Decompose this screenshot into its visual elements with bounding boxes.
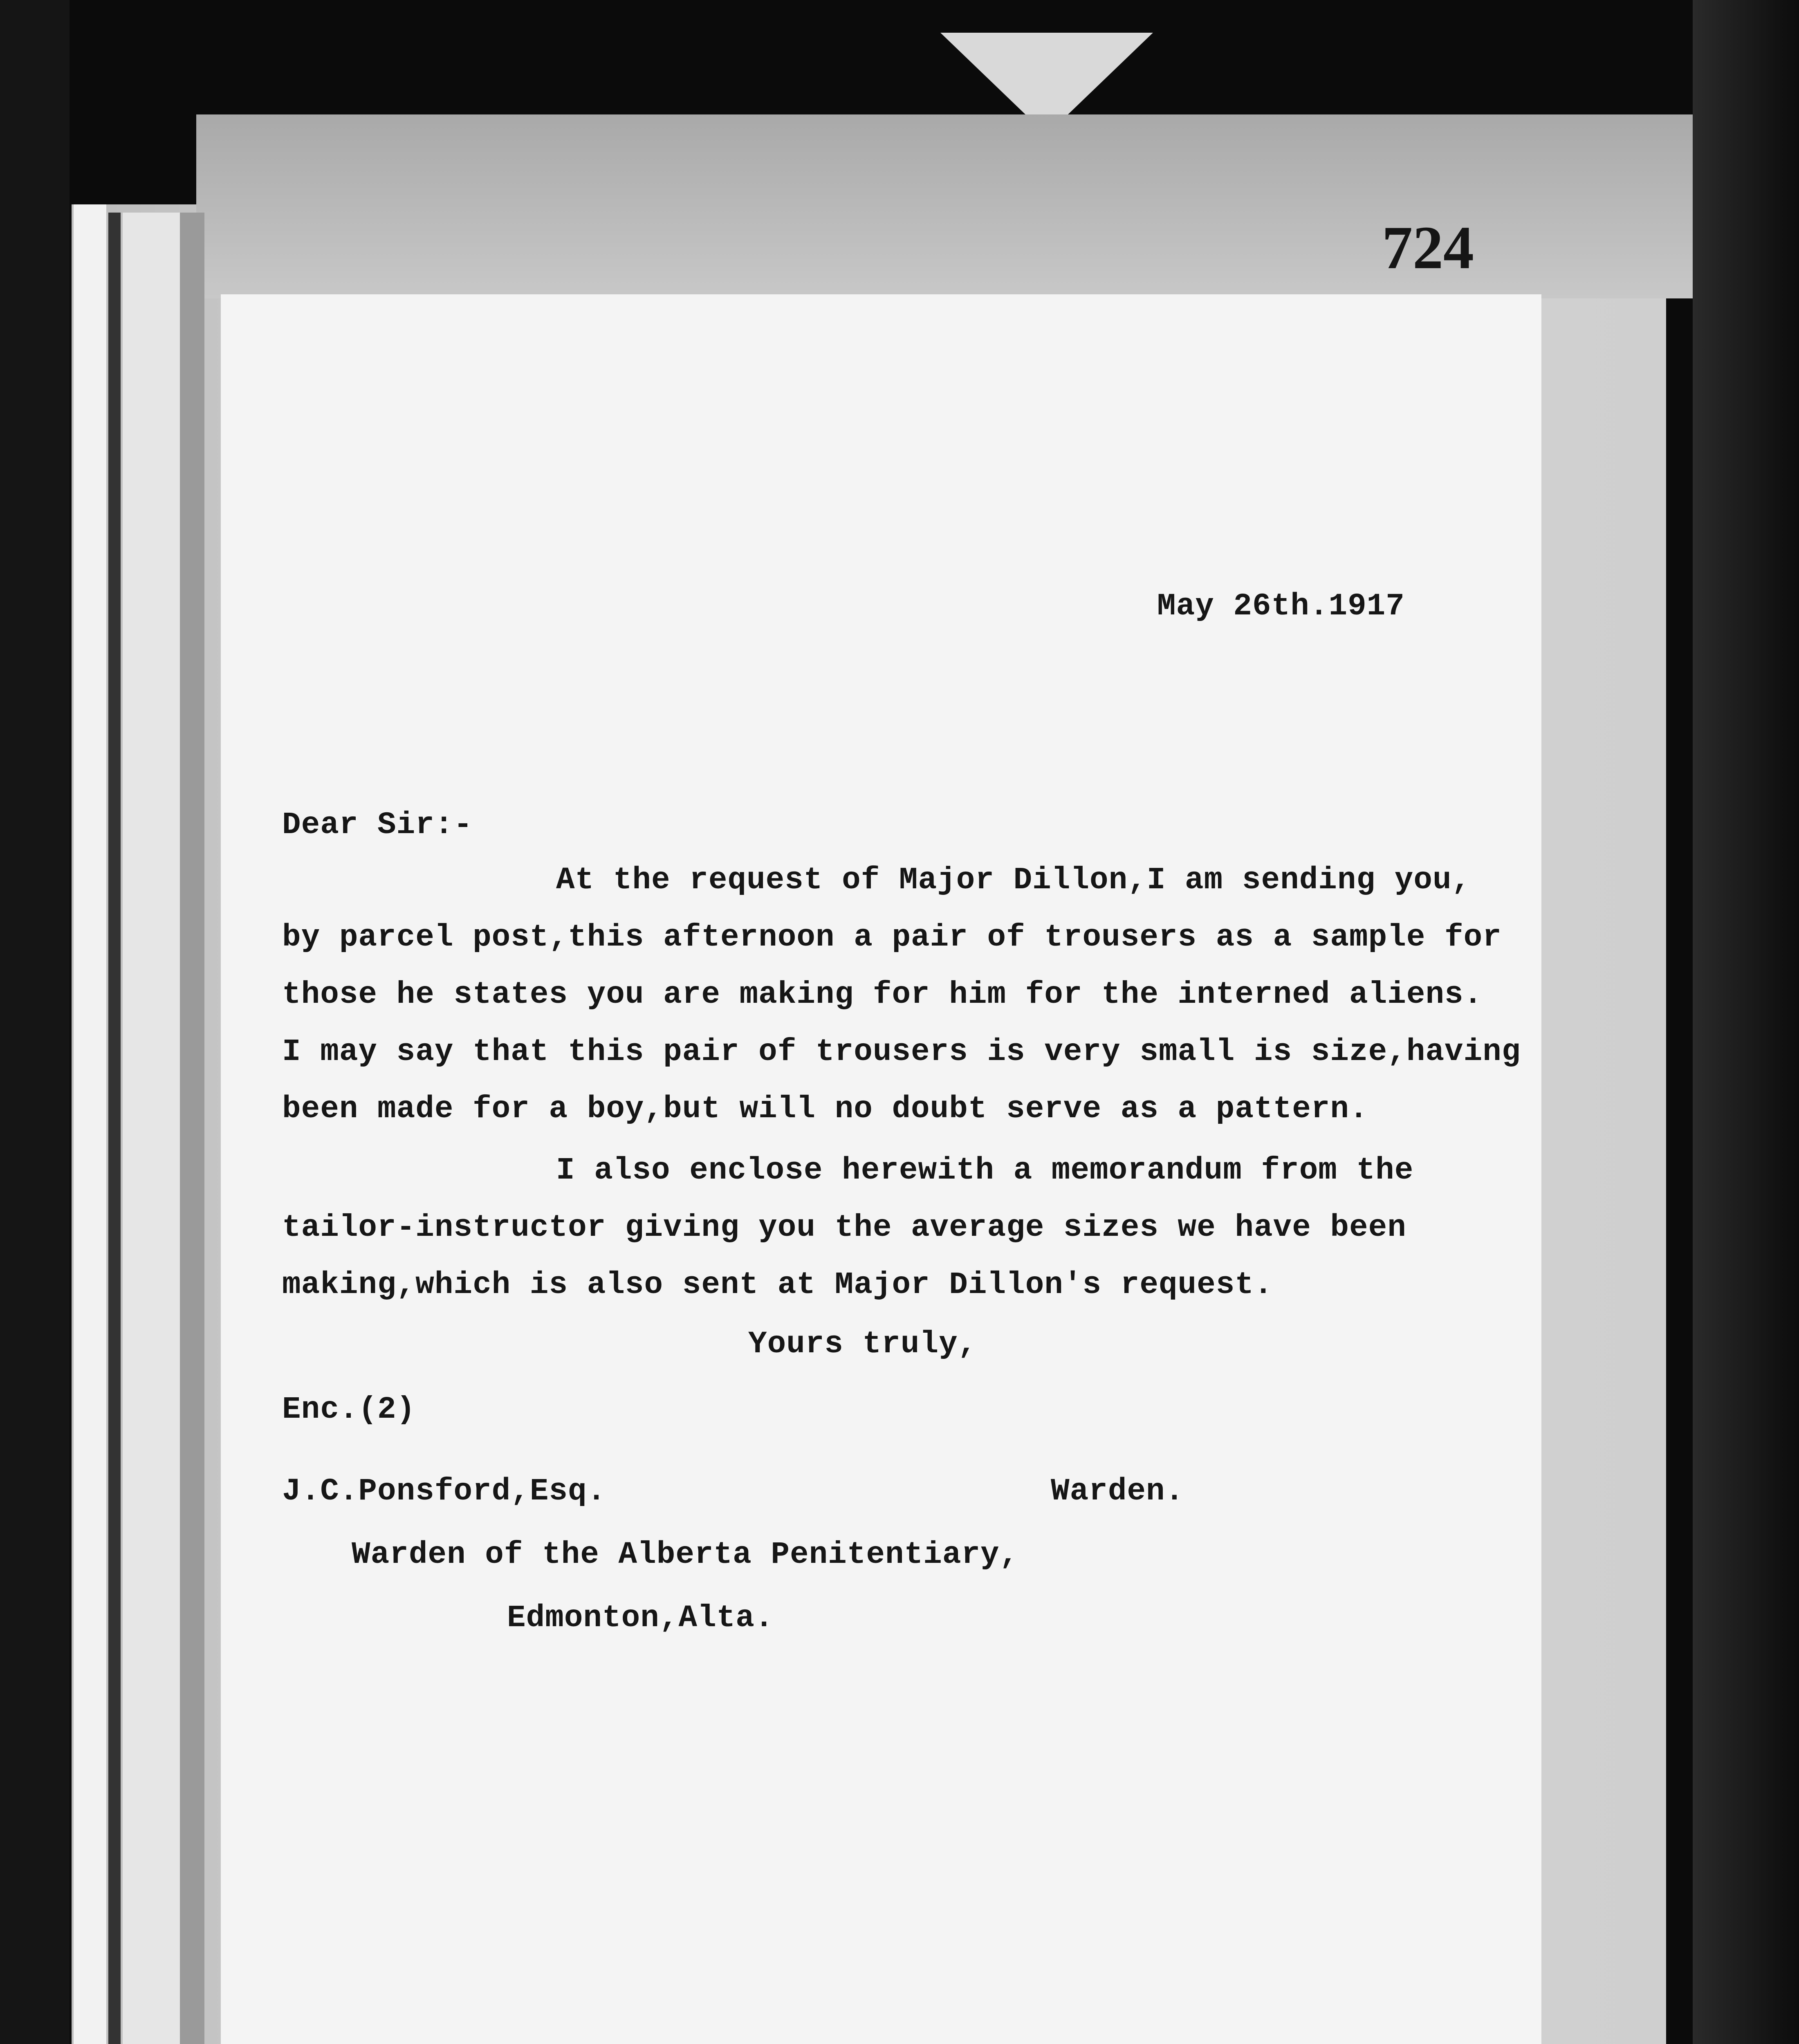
recipient-title: Warden of the Alberta Penitentiary,	[352, 1537, 1019, 1572]
folder-edge-shadow	[180, 213, 204, 2044]
letter-date: May 26th.1917	[1157, 589, 1405, 624]
body-line: At the request of Major Dillon,I am sending you,	[556, 863, 1471, 898]
top-notch	[940, 33, 1153, 114]
body-line: I also enclose herewith a memorandum from the	[556, 1153, 1414, 1188]
closing: Yours truly,	[748, 1327, 977, 1362]
folder-edge-strip-inner	[123, 213, 180, 2044]
body-line: I may say that this pair of trousers is very small is size,having	[282, 1034, 1521, 1069]
folder-edge-strip	[74, 204, 106, 2044]
body-line: by parcel post,this afternoon a pair of trousers as a sample for	[282, 920, 1502, 955]
enclosure-note: Enc.(2)	[282, 1392, 416, 1427]
recipient-name: J.C.Ponsford,Esq.	[282, 1474, 606, 1509]
body-line: those he states you are making for him for the interned aliens.	[282, 977, 1483, 1012]
folder-top-band	[196, 114, 1725, 298]
page-number: 724	[1382, 214, 1474, 282]
film-border-left	[0, 0, 70, 2044]
folder-edge-line	[108, 213, 121, 2044]
salutation: Dear Sir:-	[282, 807, 473, 843]
body-line: making,which is also sent at Major Dillon's request.	[282, 1267, 1273, 1302]
body-line: been made for a boy,but will no doubt serve as a pattern.	[282, 1091, 1368, 1127]
signature-title: Warden.	[1051, 1474, 1184, 1509]
recipient-location: Edmonton,Alta.	[507, 1600, 774, 1636]
body-line: tailor-instructor giving you the average sizes we have been	[282, 1210, 1406, 1245]
film-border-right	[1693, 0, 1799, 2044]
